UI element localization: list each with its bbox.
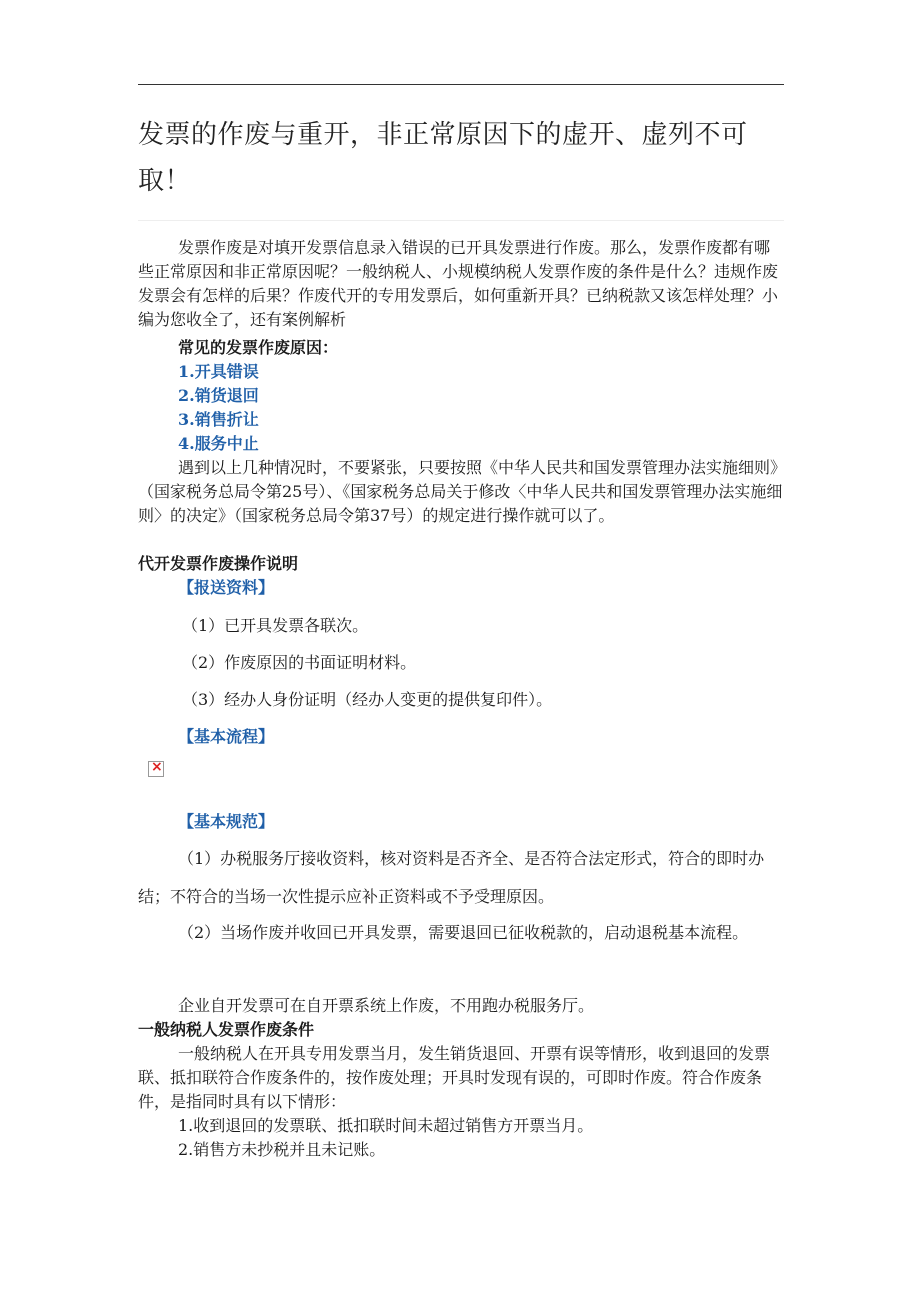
condition-item: 1.收到退回的发票联、抵扣联时间未超过销售方开票当月。 (178, 1116, 594, 1135)
material-item: （2）作废原因的书面证明材料。 (182, 653, 417, 672)
reason-item: 4.服务中止 (178, 434, 259, 453)
reason-item: 2.销货退回 (178, 386, 259, 405)
article-title: 发票的作废与重开，非正常原因下的虚开、虚列不可取！ (138, 120, 748, 196)
norms-heading: 【基本规范】 (178, 812, 275, 831)
broken-image-icon: × (148, 761, 164, 777)
reasons-note: 遇到以上几种情况时，不要紧张，只要按照《中华人民共和国发票管理办法实施细则》（国家税务总局令第25号）、《国家税务总局关于修改〈中华人民共和国发票管理办法实施细则〉的决定》（国家税务总局令第37号）的规定进行操作就可以了。 (138, 458, 783, 525)
reasons-heading: 常见的发票作废原因： (178, 338, 339, 357)
reason-item: 3.销售折让 (178, 410, 259, 429)
material-item: （3）经办人身份证明（经办人变更的提供复印件）。 (182, 690, 553, 709)
norm-paragraph: （2）当场作废并收回已开具发票，需要退回已征收税款的，启动退税基本流程。 (178, 923, 749, 942)
section-heading-proxy-invoice: 代开发票作废操作说明 (138, 554, 299, 573)
condition-item: 2.销售方未抄税并且未记账。 (178, 1140, 386, 1159)
reason-item: 1.开具错误 (178, 362, 259, 381)
title-divider (138, 220, 784, 221)
self-invoice-note: 企业自开发票可在自开票系统上作废，不用跑办税服务厅。 (178, 996, 595, 1015)
section2-paragraph: 一般纳税人在开具专用发票当月，发生销货退回、开票有误等情形，收到退回的发票联、抵扣联符合作废条件的，按作废处理；开具时发现有误的，可即时作废。符合作废条件，是指同时具有以下情形： (138, 1044, 771, 1111)
intro-paragraph: 发票作废是对填开发票信息录入错误的已开具发票进行作废。那么，发票作废都有哪些正常原因和非正常原因呢？一般纳税人、小规模纳税人发票作废的条件是什么？违规作废发票会有怎样的后果？作废代开的专用发票后，如何重新开具？已纳税款又该怎样处理？小编为您收全了，还有案例解析 (138, 238, 779, 329)
process-heading: 【基本流程】 (178, 727, 275, 746)
section-heading-general-taxpayer: 一般纳税人发票作废条件 (138, 1020, 315, 1039)
top-divider (138, 84, 784, 85)
materials-heading: 【报送资料】 (178, 578, 275, 597)
norm-paragraph: （1）办税服务厅接收资料，核对资料是否齐全、是否符合法定形式，符合的即时办结；不符合的当场一次性提示应补正资料或不予受理原因。 (138, 849, 765, 906)
material-item: （1）已开具发票各联次。 (182, 616, 369, 635)
